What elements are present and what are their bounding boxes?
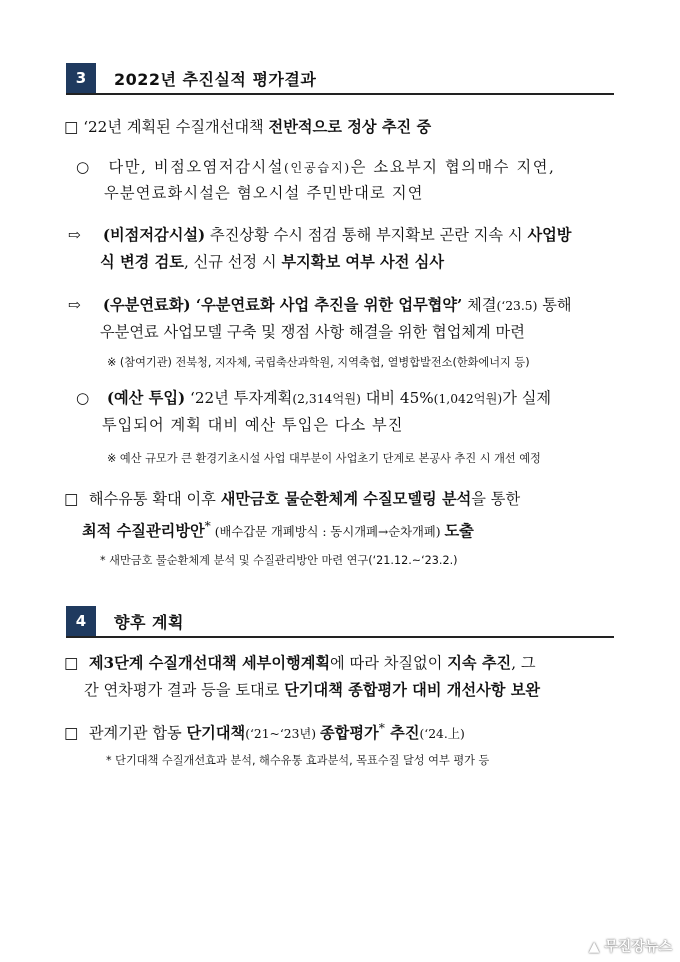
text-bold: (예산 투입) bbox=[106, 389, 186, 407]
section-number: 3 bbox=[66, 63, 96, 93]
text-bold: 단기대책 종합평가 대비 개선사항 보완 bbox=[284, 681, 541, 699]
circle-marker: ○ bbox=[76, 158, 91, 176]
section-4-header bbox=[66, 606, 614, 638]
text-small: (‘21~‘23년) bbox=[245, 727, 321, 742]
text: 추진상황 수시 점검 통해 부지확보 곤란 지속 시 bbox=[205, 226, 528, 244]
text-bold: (우분연료화) bbox=[102, 296, 191, 314]
text: 가 실제 bbox=[502, 389, 552, 407]
text-small: (배수갑문 개폐방식 : 동시개폐→순차개폐) bbox=[210, 525, 445, 540]
text-bold: 추진 bbox=[384, 724, 420, 743]
text-bold: 지속 추진 bbox=[447, 654, 512, 672]
watermark-logo bbox=[589, 936, 672, 956]
bullet-circle-2-line-1 bbox=[76, 388, 551, 409]
arrow-item-1-line-2 bbox=[100, 252, 444, 272]
text: ‘22년 계획된 수질개선대책 bbox=[83, 118, 269, 136]
text: 은 소요부지 협의매수 지연, bbox=[350, 158, 556, 176]
section-title: 2022년 추진실적 평가결과 bbox=[114, 70, 317, 89]
bullet-circle-2-line-2 bbox=[102, 415, 403, 435]
watermark-text: 무진장뉴스 bbox=[604, 939, 672, 955]
box-marker: □ bbox=[64, 118, 79, 136]
text-small: (2,314억원) bbox=[292, 392, 361, 406]
arrow-item-2-line-1 bbox=[68, 295, 572, 316]
bullet-box-2-line-1 bbox=[64, 489, 520, 509]
plan-box-2-line-1 bbox=[64, 718, 465, 744]
text-small: (‘23.5) bbox=[496, 299, 538, 313]
bullet-box-1 bbox=[64, 117, 431, 137]
footnote-mark: * bbox=[204, 519, 211, 533]
arrow-item-2-line-2 bbox=[100, 322, 525, 342]
text: 간 연차평가 결과 등을 토대로 bbox=[84, 681, 285, 699]
text: 대비 45% bbox=[360, 389, 434, 407]
box-marker: □ bbox=[64, 654, 79, 672]
plan-box-1-line-1 bbox=[64, 653, 536, 673]
text: 통해 bbox=[537, 296, 572, 314]
text: 우분연료화시설은 혐오시설 주민반대로 지연 bbox=[104, 184, 424, 202]
text-bold: 단기대책 bbox=[186, 724, 246, 743]
arrow-icon: ⇨ bbox=[68, 226, 81, 244]
logo-icon: ▲ bbox=[588, 939, 605, 955]
bullet-box-2-line-2 bbox=[82, 516, 474, 542]
text-bold: 제3단계 수질개선대책 세부이행계획 bbox=[88, 654, 331, 672]
plan-box-1-line-2 bbox=[84, 680, 540, 700]
text-bold: 최적 수질관리방안 bbox=[82, 522, 205, 541]
text: 우분연료 사업모델 구축 및 쟁점 사항 해결을 위한 협업체계 마련 bbox=[100, 323, 525, 341]
text-small: (인공습지) bbox=[284, 161, 351, 175]
text-bold: 전반적으로 정상 추진 중 bbox=[268, 118, 432, 136]
text-bold: 사업방 bbox=[527, 226, 572, 244]
section-number: 4 bbox=[66, 606, 96, 636]
text-bold: 새만금호 물순환체계 수질모델링 분석 bbox=[220, 490, 472, 508]
note-budget: ※ 예산 규모가 큰 환경기초시설 사업 대부분이 사업초기 단계로 본공사 추진 시 개선 예정 bbox=[107, 452, 541, 465]
text: , 신규 선정 시 bbox=[183, 253, 282, 271]
footnote-mark: * bbox=[378, 721, 385, 735]
note-participants: ※ (참여기관) 전북청, 지자체, 국립축산과학원, 지역축협, 열병합발전소(한화에너지 등) bbox=[107, 356, 530, 369]
text-bold: 도출 bbox=[444, 522, 474, 541]
text-bold: 종합평가 bbox=[320, 724, 379, 743]
text-bold: 식 변경 검토 bbox=[100, 253, 184, 271]
arrow-item-1-line-1 bbox=[68, 225, 571, 245]
text: 체결 bbox=[462, 296, 497, 314]
text-bold: ‘우분연료화 사업 추진을 위한 업무협약’ bbox=[190, 296, 463, 314]
footnote-evaluation: * 단기대책 수질개선효과 분석, 해수유통 효과분석, 목표수질 달성 여부 평가 등 bbox=[106, 754, 490, 767]
section-title: 향후 계획 bbox=[114, 613, 184, 632]
text-small: (‘24.上) bbox=[419, 727, 465, 742]
text: ‘22년 투자계획 bbox=[185, 389, 293, 407]
box-marker: □ bbox=[64, 490, 79, 508]
text-bold: (비점저감시설) bbox=[102, 226, 206, 244]
text: , 그 bbox=[511, 654, 536, 672]
text: 해수유통 확대 이후 bbox=[88, 490, 221, 508]
text-bold: 부지확보 여부 사전 심사 bbox=[281, 253, 445, 271]
footnote-study: * 새만금호 물순환체계 분석 및 수질관리방안 마련 연구(‘21.12.~‘23.2.) bbox=[100, 554, 458, 567]
text: 을 통한 bbox=[471, 490, 521, 508]
text: 다만, 비점오염저감시설 bbox=[108, 158, 285, 176]
section-3-header bbox=[66, 63, 614, 95]
text: 관계기관 합동 bbox=[88, 724, 187, 743]
circle-marker: ○ bbox=[76, 389, 90, 407]
arrow-icon: ⇨ bbox=[68, 296, 81, 314]
bullet-circle-1-line-1 bbox=[76, 157, 555, 178]
box-marker: □ bbox=[64, 724, 79, 743]
bullet-circle-1-line-2 bbox=[104, 183, 424, 203]
text-small: (1,042억원) bbox=[433, 392, 503, 406]
text: 투입되어 계획 대비 예산 투입은 다소 부진 bbox=[102, 416, 404, 434]
text: 에 따라 차질없이 bbox=[330, 654, 448, 672]
